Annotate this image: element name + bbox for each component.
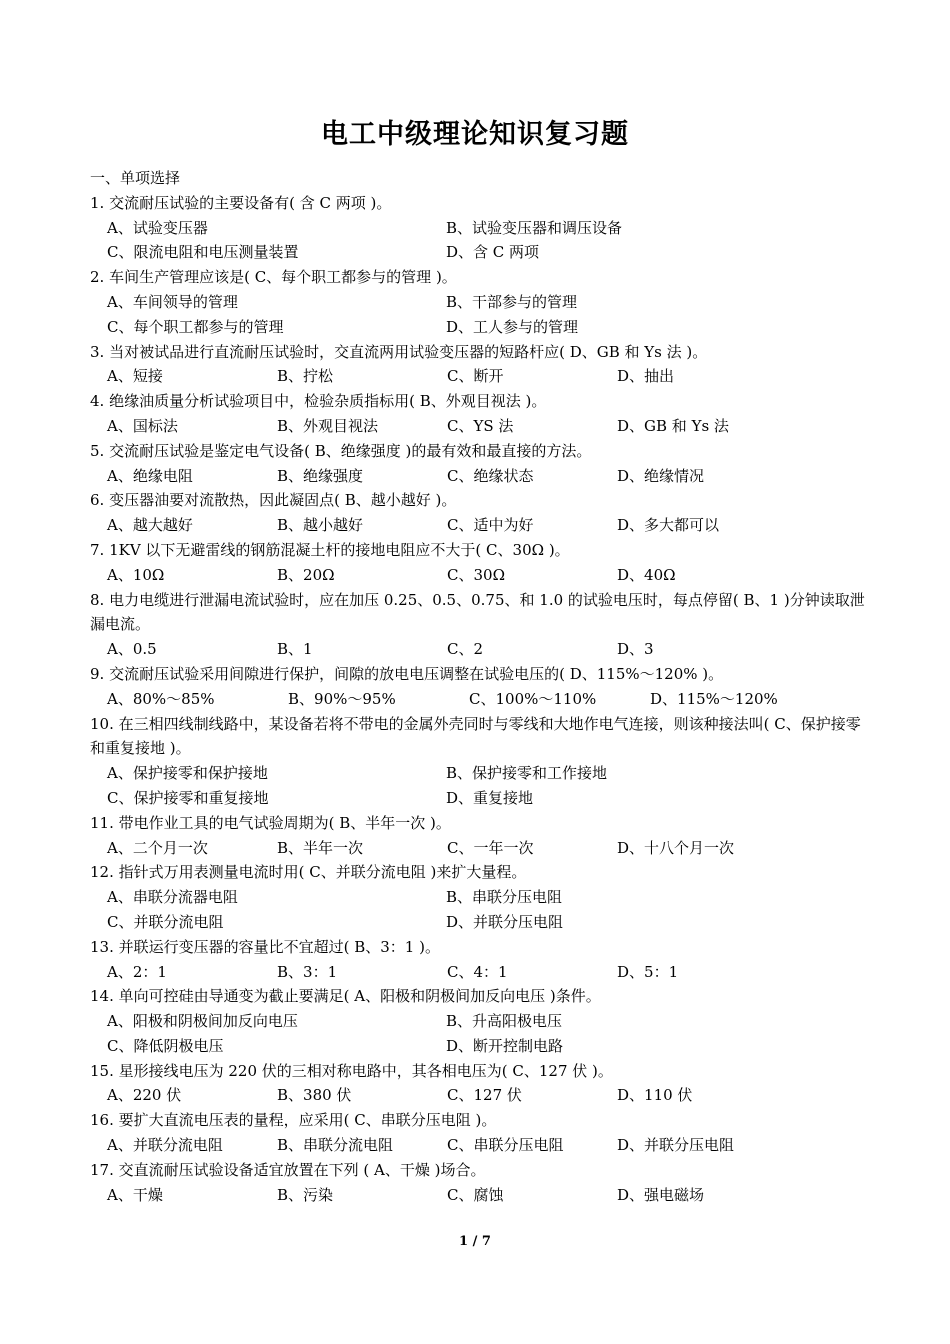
option-c: C、适中为好	[447, 516, 534, 535]
option-d: D、抽出	[617, 367, 675, 386]
page-number: 1 / 7	[459, 1234, 491, 1249]
question-text: 5. 交流耐压试验是鉴定电气设备( B、绝缘强度 )的最有效和最直接的方法。	[90, 441, 592, 460]
option-b: B、串联分压电阻	[446, 888, 563, 907]
option-a: A、保护接零和保护接地	[107, 764, 268, 783]
option-row	[90, 1009, 870, 1034]
option-d: D、重复接地	[446, 788, 534, 807]
option-c: C、腐蚀	[447, 1185, 504, 1204]
option-b: B、串联分流电阻	[277, 1136, 394, 1155]
question-text: 17. 交直流耐压试验设备适宜放置在下列 ( A、干燥 )场合。	[90, 1160, 486, 1179]
option-c: C、30Ω	[447, 565, 506, 584]
option-row	[90, 464, 870, 489]
option-b: B、绝缘强度	[277, 466, 364, 485]
option-a: A、串联分流器电阻	[107, 888, 238, 907]
option-row	[90, 960, 870, 985]
question-text: 13. 并联运行变压器的容量比不宜超过( B、3：1 )。	[90, 937, 440, 956]
option-row	[90, 1133, 870, 1158]
option-row	[90, 910, 870, 935]
option-d: D、断开控制电路	[446, 1036, 564, 1055]
option-a: A、220 伏	[107, 1086, 182, 1105]
option-row	[90, 687, 870, 712]
option-b: B、半年一次	[277, 838, 364, 857]
option-a: A、并联分流电阻	[107, 1136, 223, 1155]
option-row	[90, 315, 870, 340]
option-row	[90, 414, 870, 439]
question-text: 8. 电力电缆进行泄漏电流试验时，应在加压 0.25、0.5、0.75、和 1.0 的试验电压时，每点停留( B、1 )分钟读取泄漏电流。	[90, 590, 865, 634]
option-row	[90, 637, 870, 662]
option-row	[90, 786, 870, 811]
option-c: C、一年一次	[447, 838, 534, 857]
option-a: A、10Ω	[107, 565, 165, 584]
question-text: 15. 星形接线电压为 220 伏的三相对称电路中，其各相电压为( C、127 伏 )。	[90, 1061, 613, 1080]
question-text: 14. 单向可控硅由导通变为截止要满足( A、阳极和阴极间加反向电压 )条件。	[90, 987, 601, 1006]
option-a: A、干燥	[107, 1185, 163, 1204]
option-d: D、并联分压电阻	[617, 1136, 735, 1155]
question-text: 9. 交流耐压试验采用间隙进行保护，间隙的放电电压调整在试验电压的( D、115%～120% )。	[90, 664, 724, 683]
option-d: D、110 伏	[617, 1086, 693, 1105]
question-text: 2. 车间生产管理应该是( C、每个职工都参与的管理 )。	[90, 268, 457, 287]
option-c: C、YS 法	[447, 416, 514, 435]
option-a: A、2：1	[107, 962, 167, 981]
option-d: D、含 C 两项	[446, 243, 540, 262]
option-b: B、3：1	[277, 962, 338, 981]
option-d: D、强电磁场	[617, 1185, 705, 1204]
option-d: D、3	[617, 640, 654, 659]
option-c: C、4：1	[447, 962, 508, 981]
option-row	[90, 513, 870, 538]
option-row	[90, 761, 870, 786]
document-title: 电工中级理论知识复习题	[321, 119, 629, 150]
question-text: 11. 带电作业工具的电气试验周期为( B、半年一次 )。	[90, 813, 451, 832]
section-heading: 一、单项选择	[90, 169, 181, 187]
option-a: A、80%～85%	[107, 689, 215, 708]
option-c: C、每个职工都参与的管理	[107, 317, 284, 336]
option-a: A、绝缘电阻	[107, 466, 193, 485]
option-c: C、保护接零和重复接地	[107, 788, 269, 807]
option-b: B、拧松	[277, 367, 334, 386]
question-text: 3. 当对被试品进行直流耐压试验时，交直流两用试验变压器的短路杆应( D、GB 和 Ys 法 )。	[90, 342, 708, 361]
option-c: C、2	[447, 640, 484, 659]
option-a: A、国标法	[107, 416, 178, 435]
option-d: D、十八个月一次	[617, 838, 735, 857]
option-row	[90, 1083, 870, 1108]
option-b: B、试验变压器和调压设备	[446, 218, 623, 237]
option-d: D、40Ω	[617, 565, 676, 584]
option-b: B、越小越好	[277, 516, 364, 535]
question-text: 6. 变压器油要对流散热，因此凝固点( B、越小越好 )。	[90, 491, 457, 510]
option-b: B、污染	[277, 1185, 334, 1204]
option-b: B、1	[277, 640, 313, 659]
option-d: D、多大都可以	[617, 516, 720, 535]
option-d: D、工人参与的管理	[446, 317, 579, 336]
option-c: C、127 伏	[447, 1086, 522, 1105]
question-list	[90, 166, 870, 1207]
option-c: C、限流电阻和电压测量装置	[107, 243, 299, 262]
option-d: D、并联分压电阻	[446, 912, 564, 931]
option-a: A、阳极和阴极间加反向电压	[107, 1012, 298, 1031]
option-a: A、试验变压器	[107, 218, 208, 237]
option-row	[90, 1183, 870, 1208]
option-c: C、降低阴极电压	[107, 1036, 224, 1055]
option-row	[90, 364, 870, 389]
option-b: B、380 伏	[277, 1086, 352, 1105]
question-text: 4. 绝缘油质量分析试验项目中，检验杂质指标用( B、外观目视法 )。	[90, 392, 547, 411]
option-c: C、绝缘状态	[447, 466, 534, 485]
option-row	[90, 216, 870, 241]
option-row	[90, 563, 870, 588]
option-b: B、外观目视法	[277, 416, 379, 435]
option-c: C、串联分压电阻	[447, 1136, 564, 1155]
option-d: D、绝缘情况	[617, 466, 705, 485]
option-c: C、100%～110%	[469, 689, 597, 708]
option-d: D、GB 和 Ys 法	[617, 416, 729, 435]
option-a: A、短接	[107, 367, 163, 386]
option-row	[90, 290, 870, 315]
question-text: 12. 指针式万用表测量电流时用( C、并联分流电阻 )来扩大量程。	[90, 863, 527, 882]
option-b: B、干部参与的管理	[446, 292, 578, 311]
option-c: C、断开	[447, 367, 504, 386]
option-b: B、20Ω	[277, 565, 335, 584]
option-b: B、90%～95%	[288, 689, 396, 708]
question-text: 7. 1KV 以下无避雷线的钢筋混凝土杆的接地电阻应不大于( C、30Ω )。	[90, 540, 570, 559]
option-row	[90, 1034, 870, 1059]
question-text: 10. 在三相四线制线路中，某设备若将不带电的金属外壳同时与零线和大地作电气连接，则该种接法叫( C、保护接零和重复接地 )。	[90, 714, 861, 758]
option-b: B、保护接零和工作接地	[446, 764, 608, 783]
option-a: A、二个月一次	[107, 838, 208, 857]
question-text: 16. 要扩大直流电压表的量程，应采用( C、串联分压电阻 )。	[90, 1111, 497, 1130]
option-a: A、车间领导的管理	[107, 292, 238, 311]
option-d: D、115%～120%	[650, 689, 778, 708]
option-row	[90, 836, 870, 861]
option-a: A、0.5	[107, 640, 157, 659]
question-text: 1. 交流耐压试验的主要设备有( 含 C 两项 )。	[90, 193, 392, 212]
option-a: A、越大越好	[107, 516, 193, 535]
option-c: C、并联分流电阻	[107, 912, 224, 931]
option-d: D、5：1	[617, 962, 679, 981]
option-b: B、升高阳极电压	[446, 1012, 563, 1031]
option-row	[90, 240, 870, 265]
option-row	[90, 885, 870, 910]
